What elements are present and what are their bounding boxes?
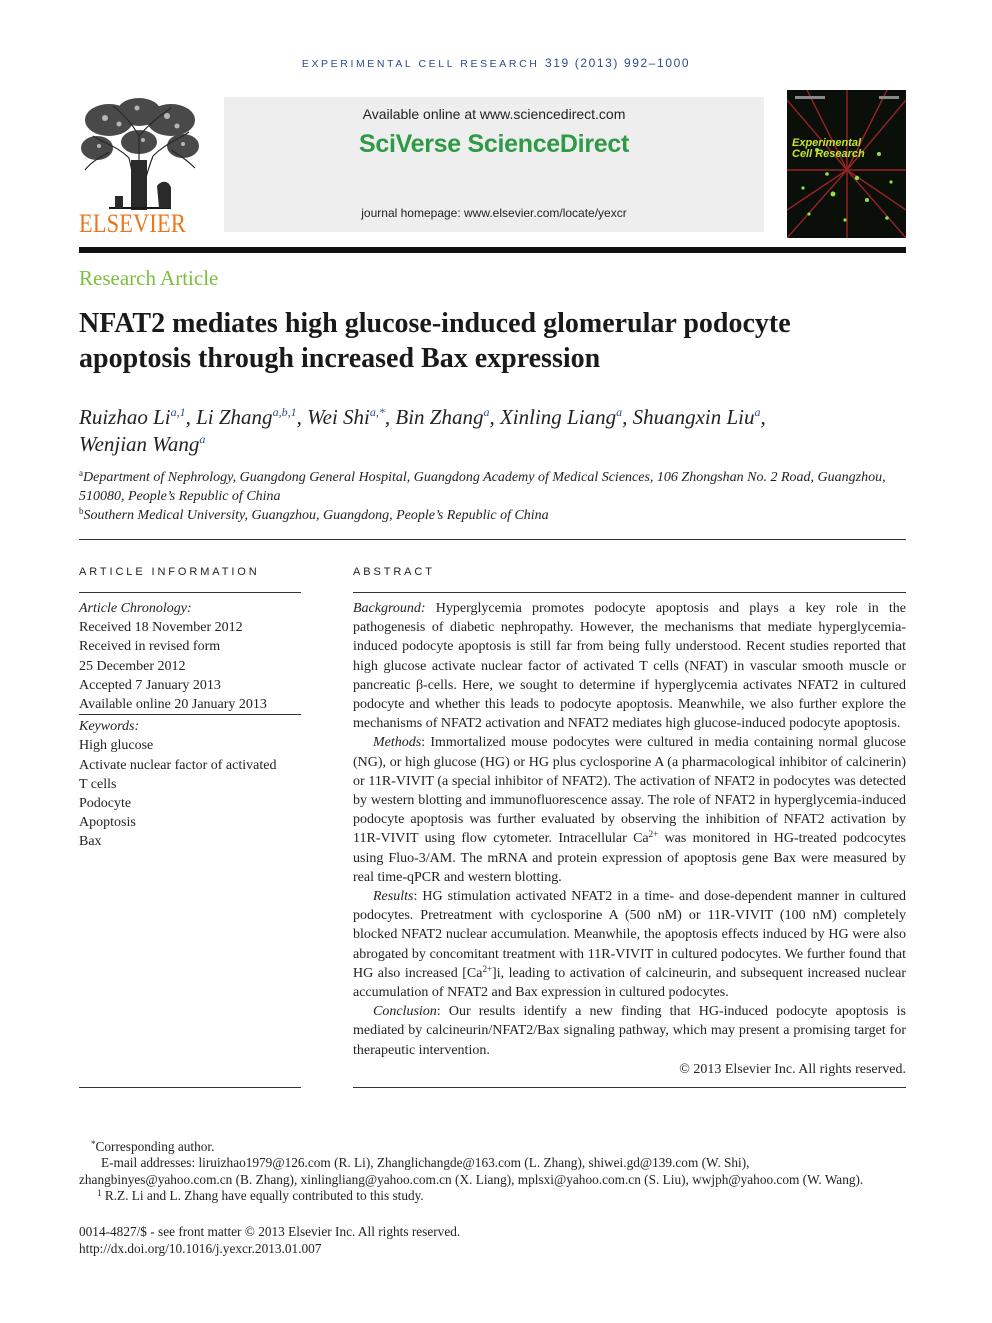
author-name[interactable]: Wenjian Wang (79, 432, 200, 456)
chronology-item: Received in revised form (79, 639, 221, 655)
author-affiliation-mark[interactable]: a (616, 405, 623, 419)
sciencedirect-brand[interactable]: SciVerse ScienceDirect (359, 130, 629, 158)
chronology-item: Received 18 November 2012 (79, 620, 243, 636)
journal-citation: 319 (2013) 992–1000 (544, 56, 691, 70)
author-name[interactable]: Li Zhang (196, 405, 273, 429)
author-name[interactable]: Wei Shi (307, 405, 370, 429)
keywords-label: Keywords: (79, 719, 140, 735)
sciencedirect-banner (224, 97, 764, 232)
article-title: NFAT2 mediates high glucose-induced glomerular podocyte apoptosis through increased Bax expression (79, 308, 791, 374)
affiliation-text: Department of Nephrology, Guangdong General Hospital, Guangdong Academy of Medical Sciences, 106 Zhongshan No. 2 Road, Guangzhou, 510080, People’s Republic of China (79, 470, 886, 504)
author-affiliation-mark[interactable]: a (199, 432, 206, 446)
author-affiliation-mark[interactable]: a,* (369, 405, 385, 419)
abstract-bottom-rule (353, 1087, 906, 1088)
email-addresses-line-1[interactable]: E-mail addresses: liruizhao1979@126.com (R. Li), Zhanglichangde@163.com (L. Zhang), shiwei.gd@139.com (W. Shi), (101, 1155, 750, 1170)
abstract-background: Background: Hyperglycemia promotes podocyte apoptosis and plays a key role in the pathogenesis of diabetic nephropathy. However, the mechanisms that mediate hyperglycemia-induced podocyte apoptosis is still far from being fully understood. Recent studies reported that high glucose activate nuclear factor of activated T cells (NFAT) in vascular smooth muscle or pancreatic β-cells. Here, we sought to determine if hyperglycemia activates NFAT2 in cultured podocyte and whether this leads to podocyte apoptosis. Meanwhile, we also further explore the mechanisms of NFAT2 activation and NFAT2 mediates high glucose-induced podocyte apoptosis. (353, 601, 907, 732)
journal-reference (0, 56, 992, 70)
abstract-body (353, 599, 906, 1079)
abstract-heading: ABSTRACT (353, 566, 435, 578)
affiliation-a (79, 468, 906, 506)
author-name[interactable]: Ruizhao Li (79, 405, 171, 429)
affiliation-mark: b (79, 506, 84, 516)
cover-title: Experimental Cell Research (792, 137, 865, 160)
article-info-bottom-rule (79, 1087, 301, 1088)
corresponding-author-note: *Corresponding author. (91, 1139, 215, 1154)
journal-cover-image (787, 90, 906, 238)
author-name[interactable]: Xinling Liang (499, 405, 617, 429)
article-type: Research Article (79, 266, 219, 290)
keyword-item[interactable]: Podocyte (79, 796, 132, 812)
keyword-item[interactable]: High glucose (79, 738, 154, 754)
available-online-text[interactable]: Available online at www.sciencedirect.com (362, 106, 626, 122)
conclusion-label: Conclusion (373, 1004, 437, 1020)
keyword-item[interactable]: Apoptosis (79, 815, 136, 831)
chronology-item: Accepted 7 January 2013 (79, 677, 221, 693)
equal-contribution-note: $^1$ R.Z. Li and L. Zhang have equally contributed to this study. (97, 1188, 424, 1203)
author-list: Ruizhao Li$^{a,1}$, Li Zhang$^{a,b,1}$, Wei Shi$^{a,*}$, Bin Zhang$^a$, Xinling Liang$^a$, Shuangxin Liu$^a$, Wenjian Wang$^a$ (79, 405, 766, 456)
section-divider (79, 539, 906, 540)
email-addresses-line-2[interactable]: zhangbinyes@yahoo.com.cn (B. Zhang), xinlingliang@yahoo.com.cn (X. Liang), mplsxi@yahoo.com.cn (S. Liu), wwjph@yahoo.com (W. Wang). (79, 1172, 864, 1187)
cover-burst-icon (787, 90, 906, 238)
results-label: Results (373, 889, 414, 905)
affiliation-text: Southern Medical University, Guangzhou, Guangdong, People’s Republic of China (83, 508, 549, 523)
chronology-label: Article Chronology: (79, 601, 192, 616)
doi-link[interactable]: http://dx.doi.org/10.1016/j.yexcr.2013.01.007 (79, 1241, 322, 1256)
methods-label: Methods (373, 735, 422, 751)
author-affiliation-mark[interactable]: a (754, 405, 761, 419)
author-name[interactable]: Shuangxin Liu (632, 405, 755, 429)
author-name[interactable]: Bin Zhang (395, 405, 484, 429)
chronology-item: Available online 20 January 2013 (79, 695, 301, 715)
chronology-item: 25 December 2012 (79, 658, 186, 674)
article-information (79, 599, 301, 852)
elsevier-wordmark: ELSEVIER (79, 209, 186, 238)
affiliation-b (79, 506, 906, 525)
abstract-rule (353, 592, 906, 593)
affiliation-mark: a (79, 468, 83, 478)
journal-name: EXPERIMENTAL CELL RESEARCH (301, 58, 540, 70)
background-label: Background: (353, 601, 426, 616)
keyword-item[interactable]: T cells (79, 776, 117, 792)
author-affiliation-mark[interactable]: a,b,1 (272, 405, 297, 419)
abstract-methods: Methods: Immortalized mouse podocytes were cultured in media containing normal glucose (NG), or high glucose (HG) or HG plus cyclosporine A (a pharmacological inhibitor of calcinerin) or 11R-VIVIT (a special inhibitor of NFAT2). The activation of NFAT2 in podocytes was detected by western blotting and immunofluorescence assay. The role of NFAT2 in hyperglycemia-induced podocyte apoptosis was further evaluated by observing the inhibition of NFAT2 activation by 11R-VIVIT using flow cytometer. Intracellular $Ca^{2+}$ was monitored in HG-treated podcocytes using Fluo-3/AM. The mRNA and protein expression of apoptosis gene Bax were measured by real time-qPCR and western blotting. (353, 735, 906, 885)
abstract-results: Results: HG stimulation activated NFAT2 in a time- and dose-dependent manner in cultured podocytes. Pretreatment with cyclosporine A (500 nM) or 11R-VIVIT (100 nM) completely blocked NFAT2 nuclear accumulation. Meanwhile, the apoptosis effects induced by HG were also abrogated by concomitant treatment with 11R-VIVIT in cultured podocytes. We further found that HG also increased $[Ca^{2+}]i$, leading to activation of calcineurin, and subsequent increased nuclear accumulation of NFAT2 and Bax expression in cultured podocytes. (353, 889, 906, 1001)
keyword-item[interactable]: Activate nuclear factor of activated (79, 757, 277, 773)
article-info-heading: ARTICLE INFORMATION (79, 566, 260, 578)
author-affiliation-mark[interactable]: a (483, 405, 490, 419)
article-info-rule (79, 592, 301, 593)
keyword-item[interactable]: Bax (79, 834, 102, 850)
front-matter-notice: 0014-4827/$ - see front matter © 2013 Elsevier Inc. All rights reserved. (79, 1224, 461, 1239)
journal-homepage-link[interactable]: journal homepage: www.elsevier.com/locate/yexcr (361, 206, 627, 220)
header-rule (79, 247, 906, 253)
copyright-notice: © 2013 Elsevier Inc. All rights reserved. (679, 1061, 906, 1077)
author-affiliation-mark[interactable]: a,1 (170, 405, 186, 419)
abstract-conclusion: Conclusion: Our results identify a new finding that HG-induced podocyte apoptosis is mediated by calcineurin/NFAT2/Bax signaling pathway, which may present a promising target for therapeutic intervention. (353, 1004, 906, 1058)
